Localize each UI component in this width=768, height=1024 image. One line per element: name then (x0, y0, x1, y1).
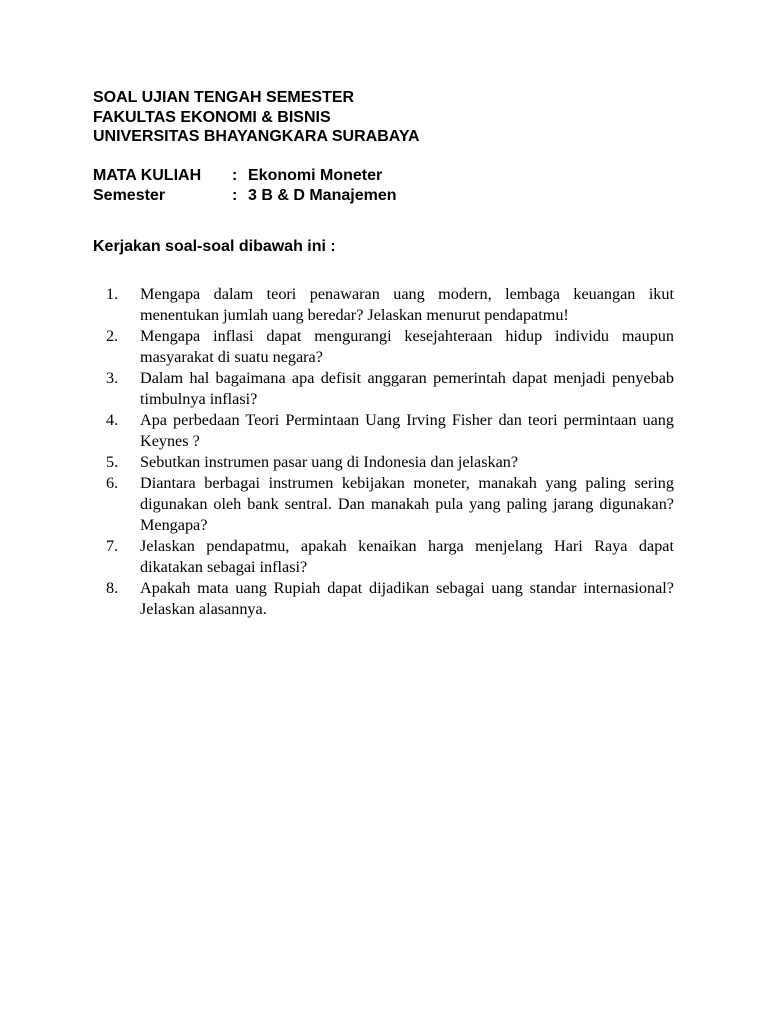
question-text: Jelaskan pendapatmu, apakah kenaikan harga menjelang Hari Raya dapat dikatakan sebagai inflasi? (140, 537, 674, 576)
course-label: MATA KULIAH (93, 167, 202, 184)
list-item (106, 473, 674, 536)
exam-header (93, 88, 420, 147)
instruction-text: Kerjakan soal-soal dibawah ini : (93, 238, 336, 255)
list-item (106, 578, 674, 620)
question-text: Dalam hal bagaimana apa defisit anggaran pemerintah dapat menjadi penyebab timbulnya inflasi? (140, 369, 674, 408)
semester-row (93, 186, 396, 206)
question-text: Diantara berbagai instrumen kebijakan moneter, manakah yang paling sering digunakan oleh bank sentral. Dan manakah pula yang paling jarang digunakan? Mengapa? (140, 474, 674, 534)
course-row (93, 166, 396, 186)
question-number: 5. (106, 453, 119, 471)
semester-value: 3 B & D Manajemen (248, 186, 397, 204)
question-list (106, 284, 674, 620)
question-number: 7. (106, 537, 119, 555)
semester-separator: : (232, 186, 238, 204)
course-value: Ekonomi Moneter (248, 167, 383, 184)
course-separator: : (232, 167, 238, 184)
list-item (106, 326, 674, 368)
list-item (106, 368, 674, 410)
question-text: Apakah mata uang Rupiah dapat dijadikan sebagai uang standar internasional? Jelaskan alasannya. (140, 579, 674, 618)
question-text: Apa perbedaan Teori Permintaan Uang Irving Fisher dan teori permintaan uang Keynes ? (140, 411, 674, 450)
question-number: 8. (106, 579, 119, 597)
exam-title: SOAL UJIAN TENGAH SEMESTER (93, 89, 355, 106)
question-text: Sebutkan instrumen pasar uang di Indonesia dan jelaskan? (140, 453, 519, 471)
list-item (106, 410, 674, 452)
list-item (106, 284, 674, 326)
list-item (106, 452, 674, 473)
university-name: UNIVERSITAS BHAYANGKARA SURABAYA (93, 128, 420, 145)
list-item (106, 536, 674, 578)
faculty-name: FAKULTAS EKONOMI & BISNIS (93, 108, 331, 126)
question-number: 1. (106, 285, 119, 303)
question-number: 4. (106, 411, 119, 429)
semester-label: Semester (93, 186, 166, 204)
question-number: 2. (106, 327, 119, 345)
question-text: Mengapa dalam teori penawaran uang modern, lembaga keuangan ikut menentukan jumlah uang beredar? Jelaskan menurut pendapatmu! (140, 285, 674, 324)
question-text: Mengapa inflasi dapat mengurangi kesejahteraan hidup individu maupun masyarakat di suatu negara? (140, 327, 674, 366)
question-number: 3. (106, 369, 119, 387)
course-info (93, 166, 396, 205)
question-number: 6. (106, 474, 119, 492)
